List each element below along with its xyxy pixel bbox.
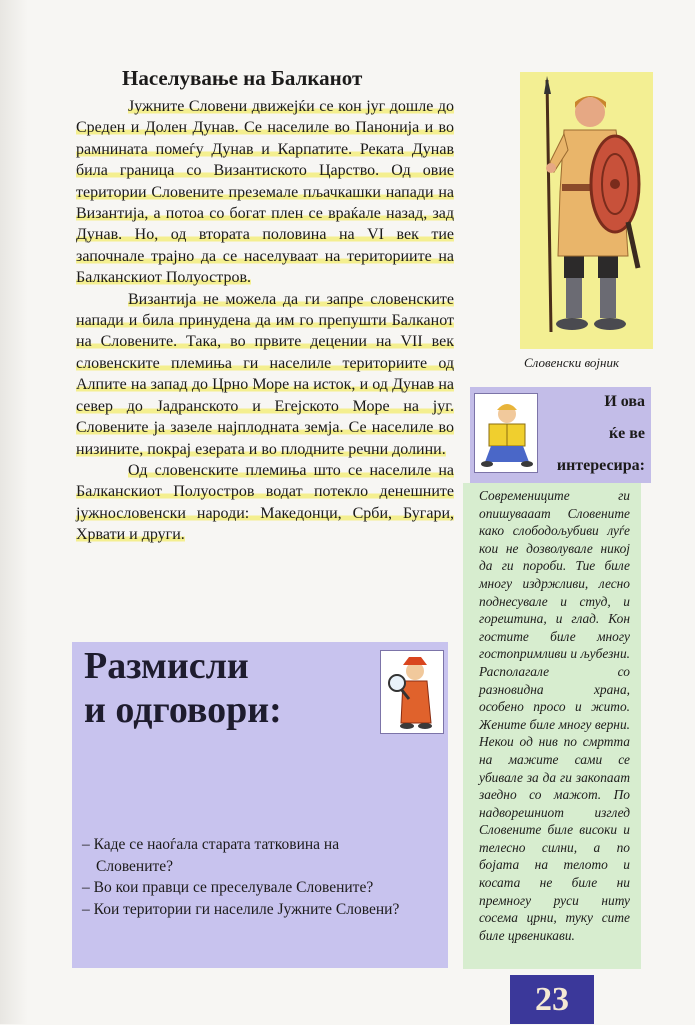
think-title-line: Размисли [84,645,249,687]
highlighted-text: Јужните Словени движејќи се кон југ дошле до Среден и Долен Дунав. Се населиле во Панонија и во рамнината помеѓу Дунав и Карпатите. Реката Дунав била граница со Византиското Царство. Од овие територии Словените преземале пљачкашки напади на Византија, а потоа со богат плен се враќале назад, зад Дунав. Но, од втората половина на VI век тие започнале трајно да се населуваат на териториите на Балканскиот Полуостров. [76,98,454,287]
article-paragraph-1 [76,96,454,289]
interest-text: Современиците ги опишувааат Словените како слободољубиви луѓе кои не дозволувале никој да ги пороби. Тие биле многу издржливи, лесно поднесувале и студ, и горештина, и глад. Кон гостите биле многу гостопримливи и љубезни. Располагале со разновидна храна, особено просо и жито. Жените биле многу верни. Некои од нив по смртта на мажите сами се убивале за да ги закопаат заедно со мажот. По надворешниот изглед Словените биле високи и телесно силни, а по бојата на телото и косата не биле ни премногу руси ниту сосема црни, туку сите биле црвеникави. [479,488,630,943]
page-number: 23 [510,975,594,1024]
reading-child-icon [474,393,538,473]
article-paragraph-2 [76,289,454,460]
figure-caption: Словенски војник [524,355,620,370]
think-and-answer-box [72,642,448,968]
interest-header-box [470,387,651,483]
think-title-line: и одговори: [84,689,282,731]
interest-heading-line: И ова [604,393,645,410]
highlighted-text: Од словенските племиња што се населиле на Балканскиот Полуостров водат потекло денешните јужнословенски народи: Македонци, Срби, Бугари, Хрвати и други. [76,461,454,544]
slavic-soldier-illustration [520,72,653,349]
article-body [76,96,454,546]
highlighted-text: Византија не можела да ги запре словенските напади и била принудена да им го препушти Балканот на Словените. Така, во првите децении на VII век словенските племиња ги населиле териториите од Алпите на запад до Црно Море на исток, и од Дунав на север до Јадранското и Егејското Море на југ. Словените ја зазеле најплодната земја. Се населиле во низините, покрај езерата и во плодните речни долини. [76,290,454,458]
question-item: – Во кои правци се преселувале Словените? [82,879,374,897]
interest-heading-line: интересира: [556,457,645,474]
soldier-icon [520,72,653,349]
interest-text-box [463,483,641,969]
question-item: – Каде се наоѓала старата татковина на Словените? [82,836,340,875]
article-paragraph-3 [76,460,454,546]
detective-icon [380,650,444,734]
page-binding-edge [0,0,28,1024]
interest-heading-line: ќе ве [608,425,645,442]
question-list [82,834,412,920]
think-title [84,644,364,732]
question-item: – Кои територии ги населиле Јужните Словени? [82,900,400,918]
article-title: Населување на Балканот [122,66,363,90]
